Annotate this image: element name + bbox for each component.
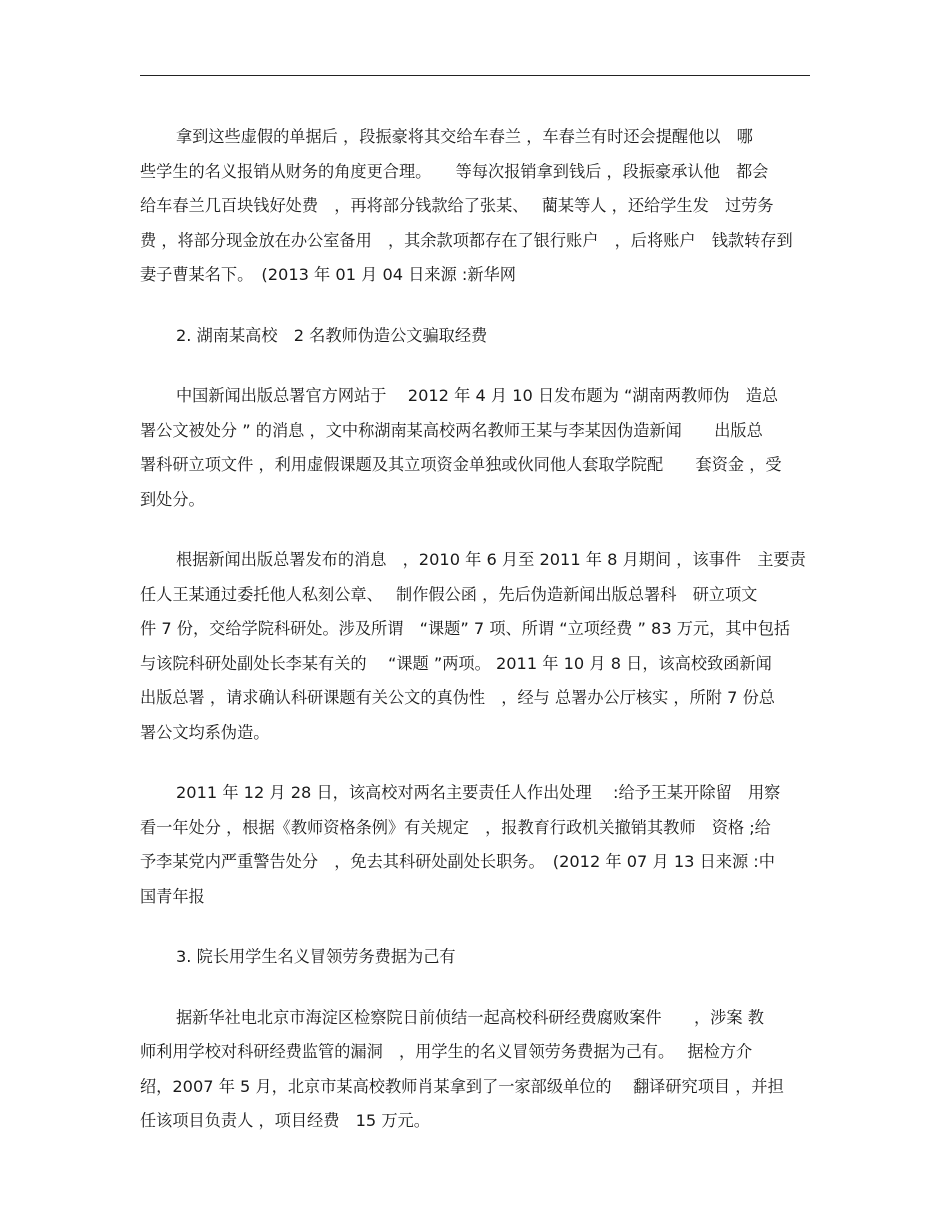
- paragraph-news-release: [140, 379, 812, 517]
- section-heading-2: [140, 319, 812, 354]
- text-line: 任该项目负责人 ，项目经费 15 万元。: [140, 1111, 430, 1130]
- text-line: 到处分。: [140, 489, 205, 509]
- text-line: 中国新闻出版总署官方网站于 2012 年 4 月 10 日发布题为 “湖南两教师伪 造总: [176, 386, 779, 405]
- text-line: 署公文均系伪造。: [140, 722, 270, 742]
- paragraph-forgery-details: [140, 543, 812, 750]
- text-line: 费 ，将部分现金放在办公室备用 ，其余款项都存在了银行账户 ，后将账户 钱款转存到: [140, 230, 793, 250]
- text-line: 师利用学校对科研经费监管的漏洞 ，用学生的名义冒领劳务费据为己有。 据检方介: [140, 1042, 753, 1061]
- text-line: 2011 年 12 月 28 日，该高校对两名主要责任人作出处理 :给予王某开除留 用察: [176, 783, 781, 802]
- text-line: 妻子曹某名下。 (2013 年 01 月 04 日来源 :新华网: [140, 265, 516, 284]
- section-heading-3: [140, 940, 812, 975]
- paragraph-punishment: [140, 776, 812, 914]
- text-line: 出版总署 ，请求确认科研课题有关公文的真伪性 ，经与 总署办公厅核实 ，所附 7 份总: [140, 688, 775, 707]
- text-line: 绍，2007 年 5 月，北京市某高校教师肖某拿到了一家部级单位的 翻译研究项目 ，并担: [140, 1076, 784, 1096]
- heading-text: 2. 湖南某高校 2 名教师伪造公文骗取经费: [176, 325, 488, 345]
- text-line: 给车春兰几百块钱好处费 ，再将部分钱款给了张某、 藺某等人 ，还给学生发 过劳务: [140, 196, 774, 215]
- text-line: 些学生的名义报销从财务的角度更合理。 等每次报销拿到钱后 ，段振豪承认他 都会: [140, 161, 769, 181]
- paragraph-reimbursement: [140, 120, 812, 293]
- text-line: 予李某党内严重警告处分 ，免去其科研处副处长职务。 (2012 年 07 月 13 日来源 :中: [140, 852, 775, 871]
- text-line: 国青年报: [140, 886, 205, 906]
- text-line: 任人王某通过委托他人私刻公章、 制作假公函 ，先后伪造新闻出版总署科 研立项文: [140, 584, 758, 604]
- text-line: 与该院科研处副处长李某有关的 “课题 ”两项。 2011 年 10 月 8 日，该高校致函新闻: [140, 653, 772, 673]
- text-line: 根据新闻出版总署发布的消息 ，2010 年 6 月至 2011 年 8 月期间 ，该事件 主要责: [176, 550, 806, 569]
- heading-text: 3. 院长用学生名义冒领劳务费据为己有: [176, 947, 456, 966]
- text-line: 署科研立项文件 ，利用虚假课题及其立项资金单独或伙同他人套取学院配 套资金 ，受: [140, 455, 782, 474]
- text-line: 据新华社电北京市海淀区检察院日前侦结一起高校科研经费腐败案件 ，涉案 教: [176, 1007, 764, 1027]
- header-rule: [140, 75, 810, 76]
- text-line: 看一年处分 ，根据《教师资格条例》有关规定 ，报教育行政机关撤销其教师 资格 ;给: [140, 817, 771, 837]
- document-body: [140, 120, 812, 1139]
- text-line: 署公文被处分 ” 的消息 ，文中称湖南某高校两名教师王某与李某因伪造新闻 出版总: [140, 420, 763, 440]
- paragraph-labor-fees: [140, 1001, 812, 1139]
- text-line: 拿到这些虚假的单据后 ，段振豪将其交给车春兰 ，车春兰有时还会提醒他以 哪: [176, 127, 753, 146]
- text-line: 件 7 份，交给学院科研处。涉及所谓 “课题” 7 项、所谓 “立项经费 ” 83 万元，其中包括: [140, 619, 791, 638]
